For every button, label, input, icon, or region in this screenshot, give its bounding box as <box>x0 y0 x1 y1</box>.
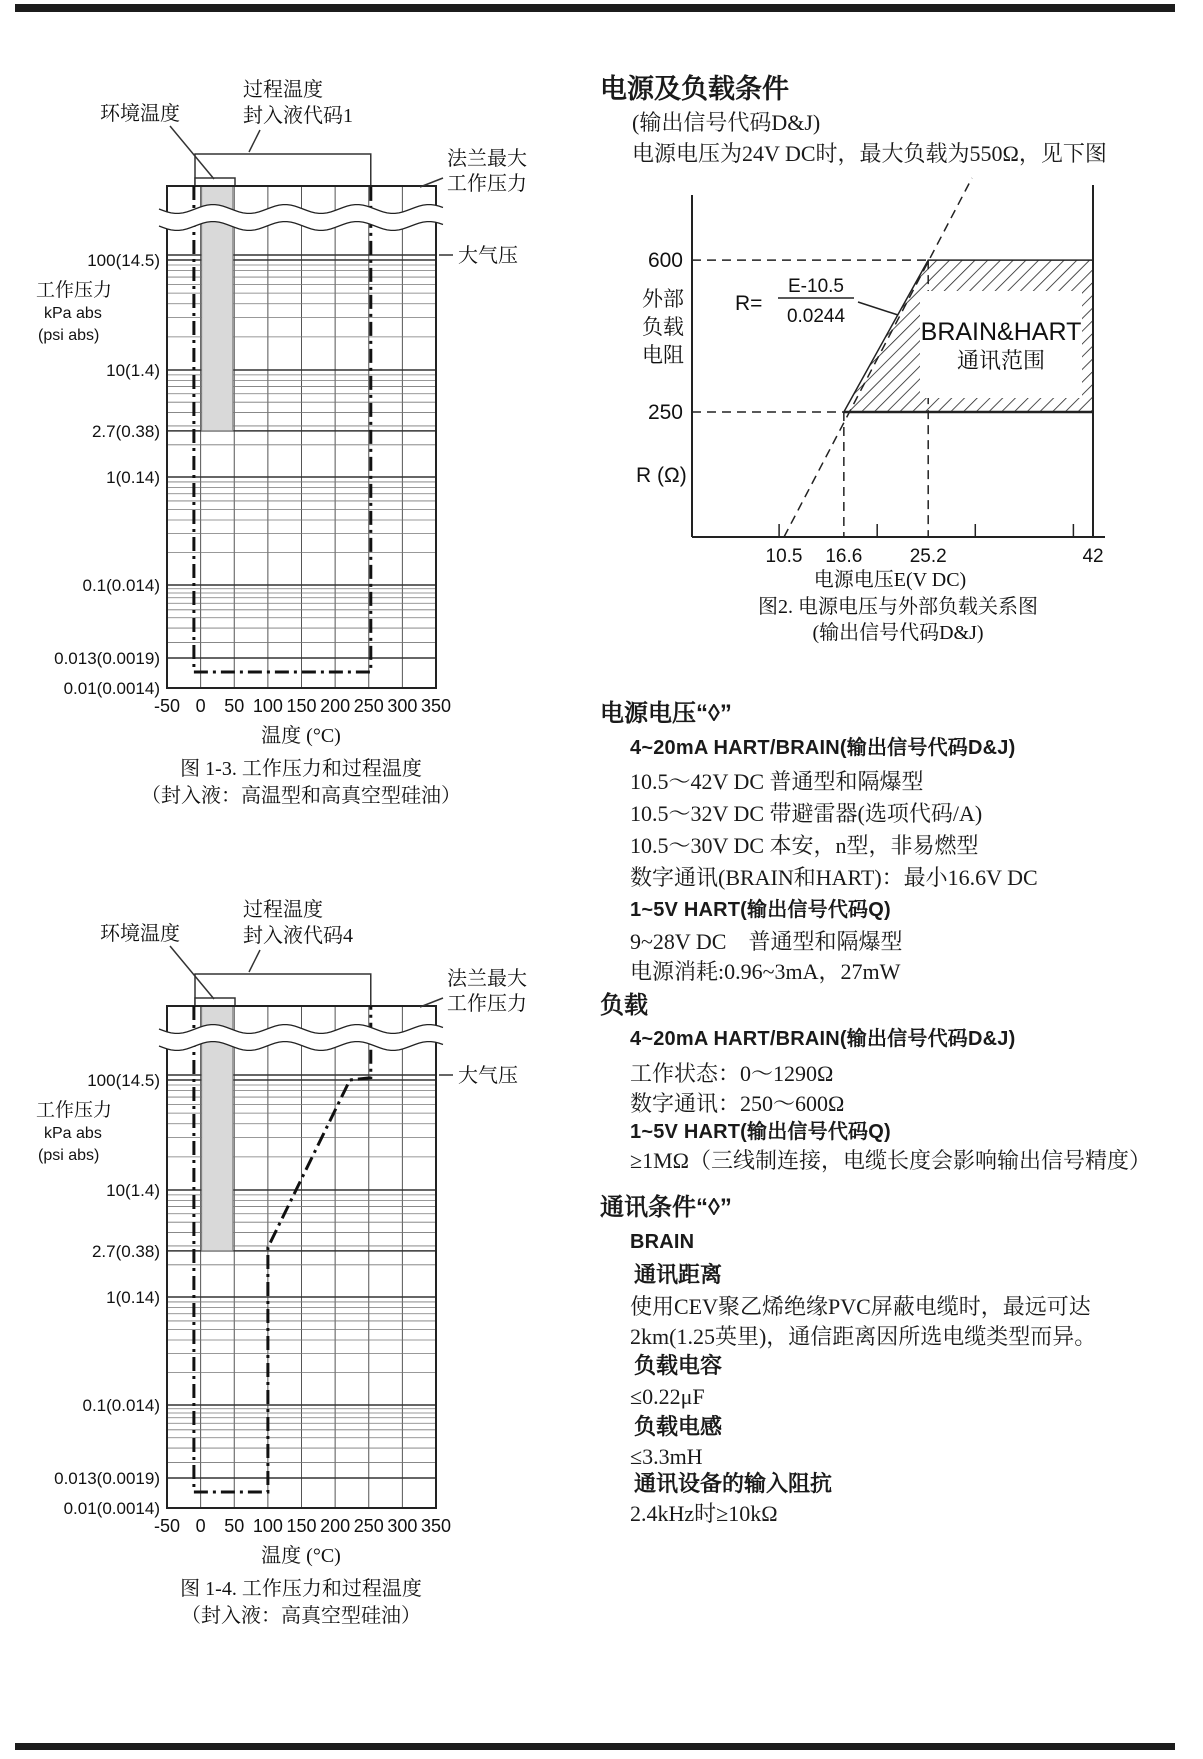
text-line: 通讯条件“◊” <box>600 1194 732 1221</box>
chart-fig-1-3 <box>36 78 527 807</box>
svg-text:0.013(0.0019): 0.013(0.0019) <box>54 1469 160 1488</box>
svg-text:2.7(0.38): 2.7(0.38) <box>91 1241 160 1261</box>
svg-text:25.2: 25.2 <box>909 546 947 567</box>
svg-text:100: 100 <box>252 696 283 716</box>
svg-text:350: 350 <box>420 696 452 716</box>
svg-text:1(0.14): 1(0.14) <box>106 1288 160 1307</box>
svg-text:法兰最大: 法兰最大 <box>447 968 527 990</box>
svg-text:大气压: 大气压 <box>458 245 518 267</box>
text-line: 通讯设备的输入阻抗 <box>634 1471 833 1496</box>
chart-fig-1-4 <box>36 898 527 1627</box>
svg-text:250: 250 <box>647 401 683 424</box>
svg-text:电源电压E(V DC): 电源电压E(V DC) <box>813 569 967 591</box>
svg-text:100(14.5): 100(14.5) <box>87 251 160 270</box>
svg-text:250: 250 <box>353 1516 384 1536</box>
text-line: 负载电感 <box>634 1414 723 1439</box>
svg-text:50: 50 <box>224 696 245 716</box>
svg-text:250: 250 <box>353 696 384 716</box>
svg-text:-50: -50 <box>153 1516 181 1536</box>
svg-text:0: 0 <box>195 1516 206 1536</box>
svg-text:300: 300 <box>387 1516 418 1536</box>
svg-text:工作压力: 工作压力 <box>447 173 527 195</box>
svg-text:0.1(0.014): 0.1(0.014) <box>82 1396 160 1415</box>
text-line: 电源及负载条件 <box>600 74 789 104</box>
svg-text:150: 150 <box>286 696 317 716</box>
svg-text:图 1-3. 工作压力和过程温度: 图 1-3. 工作压力和过程温度 <box>180 758 422 780</box>
svg-text:（封入液：高真空型硅油）: （封入液：高真空型硅油） <box>181 1605 421 1627</box>
svg-text:100: 100 <box>252 1516 283 1536</box>
svg-text:大气压: 大气压 <box>458 1065 518 1087</box>
svg-text:16.6: 16.6 <box>825 546 863 567</box>
svg-text:环境温度: 环境温度 <box>100 103 180 125</box>
svg-text:过程温度: 过程温度 <box>243 79 323 101</box>
svg-text:kPa abs: kPa abs <box>44 1125 102 1142</box>
svg-text:工作压力: 工作压力 <box>447 993 527 1015</box>
svg-text:2.7(0.38): 2.7(0.38) <box>91 421 160 441</box>
svg-text:50: 50 <box>224 1516 245 1536</box>
svg-text:0.01(0.0014): 0.01(0.0014) <box>63 1499 160 1518</box>
svg-text:(输出信号代码D&J): (输出信号代码D&J) <box>812 622 984 644</box>
svg-text:0.1(0.014): 0.1(0.014) <box>82 576 160 595</box>
text-line: 电源电压“◊” <box>600 700 732 727</box>
svg-text:负载: 负载 <box>642 315 684 339</box>
svg-text:0.0244: 0.0244 <box>786 306 846 327</box>
svg-text:温度 (°C): 温度 (°C) <box>261 1545 341 1567</box>
text-line: 10.5～32V DC 带避雷器(选项代码/A) <box>630 801 983 826</box>
text-line: (输出信号代码D&J) <box>632 110 821 135</box>
text-line: 电源电压为24V DC时，最大负载为550Ω，见下图 <box>632 141 1107 166</box>
svg-text:封入液代码4: 封入液代码4 <box>243 925 353 947</box>
text-line: 2km(1.25英里)，通信距离因所选电缆类型而异。 <box>630 1324 1097 1349</box>
svg-text:1(0.14): 1(0.14) <box>106 468 160 487</box>
svg-text:100(14.5): 100(14.5) <box>87 1071 160 1090</box>
svg-text:350: 350 <box>420 1516 452 1536</box>
svg-text:(psi abs): (psi abs) <box>38 1147 100 1164</box>
svg-text:温度 (°C): 温度 (°C) <box>261 725 341 747</box>
svg-text:（封入液：高温型和高真空型硅油）: （封入液：高温型和高真空型硅油） <box>141 785 461 807</box>
svg-text:法兰最大: 法兰最大 <box>447 148 527 170</box>
svg-text:通讯范围: 通讯范围 <box>956 348 1046 373</box>
svg-text:环境温度: 环境温度 <box>100 923 180 945</box>
text-line: 通讯距离 <box>634 1262 723 1287</box>
svg-text:封入液代码1: 封入液代码1 <box>243 105 353 127</box>
text-line: 数字通讯(BRAIN和HART)：最小16.6V DC <box>630 865 1038 890</box>
text-line: ≤3.3mH <box>630 1444 703 1469</box>
svg-text:图2. 电源电压与外部负载关系图: 图2. 电源电压与外部负载关系图 <box>758 596 1038 618</box>
text-line: BRAIN <box>630 1231 695 1253</box>
svg-text:0.013(0.0019): 0.013(0.0019) <box>54 649 160 668</box>
svg-text:10(1.4): 10(1.4) <box>106 361 160 380</box>
svg-text:10(1.4): 10(1.4) <box>106 1181 160 1200</box>
text-line: 4~20mA HART/BRAIN(输出信号代码D&J) <box>630 737 1016 759</box>
svg-text:300: 300 <box>387 696 418 716</box>
svg-text:工作压力: 工作压力 <box>36 1100 113 1121</box>
chart-fig-2 <box>636 178 1105 644</box>
svg-text:200: 200 <box>320 696 351 716</box>
svg-text:图 1-4. 工作压力和过程温度: 图 1-4. 工作压力和过程温度 <box>180 1578 422 1600</box>
text-line: 1~5V HART(输出信号代码Q) <box>630 899 891 921</box>
svg-text:外部: 外部 <box>642 287 684 311</box>
text-line: 电源消耗:0.96~3mA，27mW <box>630 959 901 984</box>
svg-text:10.5: 10.5 <box>765 546 803 567</box>
svg-text:R (Ω): R (Ω) <box>636 464 687 487</box>
svg-text:工作压力: 工作压力 <box>36 280 113 301</box>
text-line: ≤0.22μF <box>630 1384 705 1409</box>
svg-text:过程温度: 过程温度 <box>243 899 323 921</box>
text-line: 10.5～30V DC 本安，n型，非易燃型 <box>630 833 979 858</box>
text-line: 4~20mA HART/BRAIN(输出信号代码D&J) <box>630 1028 1016 1050</box>
svg-text:kPa abs: kPa abs <box>44 305 102 322</box>
svg-text:0: 0 <box>195 696 206 716</box>
text-line: 1~5V HART(输出信号代码Q) <box>630 1121 891 1143</box>
svg-text:电阻: 电阻 <box>642 343 684 367</box>
text-line: 2.4kHz时≥10kΩ <box>630 1501 778 1526</box>
svg-text:-50: -50 <box>153 696 181 716</box>
svg-text:150: 150 <box>286 1516 317 1536</box>
text-line: 工作状态：0～1290Ω <box>630 1061 834 1086</box>
svg-text:(psi abs): (psi abs) <box>38 327 100 344</box>
svg-text:42: 42 <box>1082 546 1104 567</box>
text-line: 使用CEV聚乙烯绝缘PVC屏蔽电缆时，最远可达 <box>630 1294 1091 1319</box>
svg-text:0.01(0.0014): 0.01(0.0014) <box>63 679 160 698</box>
text-line: ≥1MΩ（三线制连接，电缆长度会影响输出信号精度） <box>630 1148 1151 1173</box>
text-line: 10.5～42V DC 普通型和隔爆型 <box>630 769 924 794</box>
svg-text:600: 600 <box>647 249 683 273</box>
text-line: 负载 <box>600 992 648 1019</box>
svg-text:R=: R= <box>735 292 763 315</box>
text-line: 数字通讯：250～600Ω <box>630 1091 845 1116</box>
text-line: 负载电容 <box>634 1353 723 1378</box>
svg-text:BRAIN&HART: BRAIN&HART <box>920 318 1082 346</box>
svg-text:E-10.5: E-10.5 <box>788 276 844 297</box>
svg-text:200: 200 <box>320 1516 351 1536</box>
text-line: 9~28V DC 普通型和隔爆型 <box>630 929 903 954</box>
